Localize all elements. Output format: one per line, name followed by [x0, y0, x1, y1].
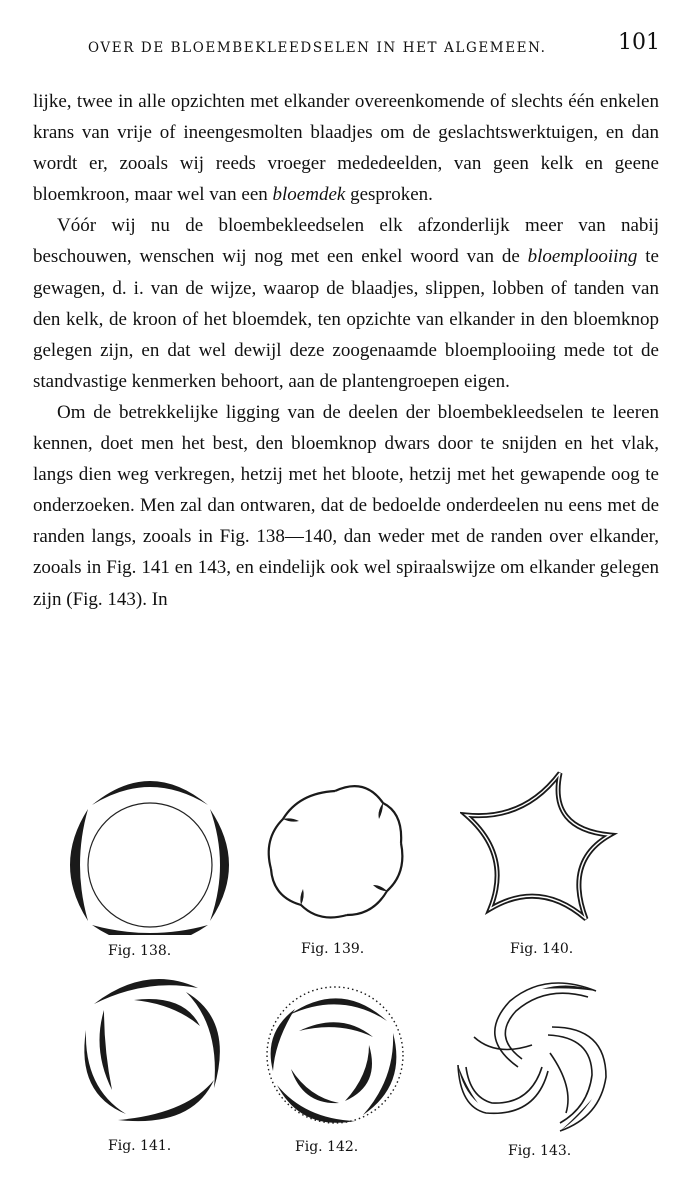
paragraph-3-text: Om de betrekkelijke ligging van de deelen der bloembekleedselen te leeren kennen, doet men het best, den bloemknop dwars door te snijden en het vlak, langs dien weg verkregen, hetzij met het bloote, hetzij met het gewapende oog te onderzoeken. Men zal dan ontwaren, dat de bedoelde onderdeelen nu eens met de randen langs, zooals in Fig. 138—140, dan weder met de randen over elkander, zooals in Fig. 141 en 143, en eindelijk ook wel spiraalswijze om elkander gelegen zijn (Fig. 143). In [33, 401, 659, 610]
page-number: 101 [618, 30, 660, 55]
figure-142-drawing [255, 975, 415, 1135]
figure-143-drawing [456, 967, 626, 1137]
figure-141-label: Fig. 141. [108, 1138, 172, 1154]
paragraph-1-text-b: gesproken. [345, 184, 433, 206]
page-header [40, 28, 660, 64]
figure-140-label: Fig. 140. [510, 941, 574, 957]
figure-139-label: Fig. 139. [301, 941, 365, 957]
figure-140 [460, 769, 630, 969]
figure-142 [255, 975, 415, 1175]
figure-142-label: Fig. 142. [295, 1139, 359, 1155]
figure-139-drawing [255, 773, 415, 933]
figure-141-drawing [74, 970, 234, 1130]
figure-138-drawing [70, 765, 230, 935]
figures-section [0, 755, 678, 1175]
figure-143-label: Fig. 143. [508, 1143, 572, 1159]
paragraph-1-text-a: lijke, twee in alle opzichten met elkander overeenkomende of slechts één enkelen krans van vrije of ineengesmolten blaadjes om de geslachtswerktuigen, en dan wordt er, zooals wij reeds vroeger mededeelden, van geen kelk en geene bloemkroon, maar wel van een [33, 91, 659, 206]
paragraph-1 [33, 86, 659, 210]
paragraph-3 [33, 397, 659, 615]
paragraph-2-text-b: te gewagen, d. i. van de wijze, waarop de blaadjes, slippen, lobben of tanden van den kelk, de kroon of het bloemdek, ten opzichte van elkander in den bloemknop gelegen zijn, en dat wel dewijl deze zoogenaamde bloemplooiing mede tot de standvastige kenmerken behoort, aan de plantengroepen eigen. [33, 246, 659, 392]
paragraph-2 [33, 210, 659, 397]
term-bloemdek: bloemdek [272, 184, 346, 206]
body-text [33, 86, 659, 615]
running-title: OVER DE BLOEMBEKLEEDSELEN IN HET ALGEMEEN. [88, 40, 547, 56]
figure-138-label: Fig. 138. [108, 943, 172, 959]
figure-141 [74, 970, 234, 1170]
figure-140-drawing [460, 769, 630, 929]
term-bloemplooiing: bloemplooiing [527, 246, 638, 268]
paragraph-2-text-a: Vóór wij nu de bloembekleedselen elk afzonderlijk meer van nabij beschouwen, wenschen wij nog met een enkel woord van de [33, 215, 659, 268]
figure-139 [255, 773, 415, 973]
figure-143 [456, 967, 626, 1167]
figure-138 [70, 765, 230, 965]
